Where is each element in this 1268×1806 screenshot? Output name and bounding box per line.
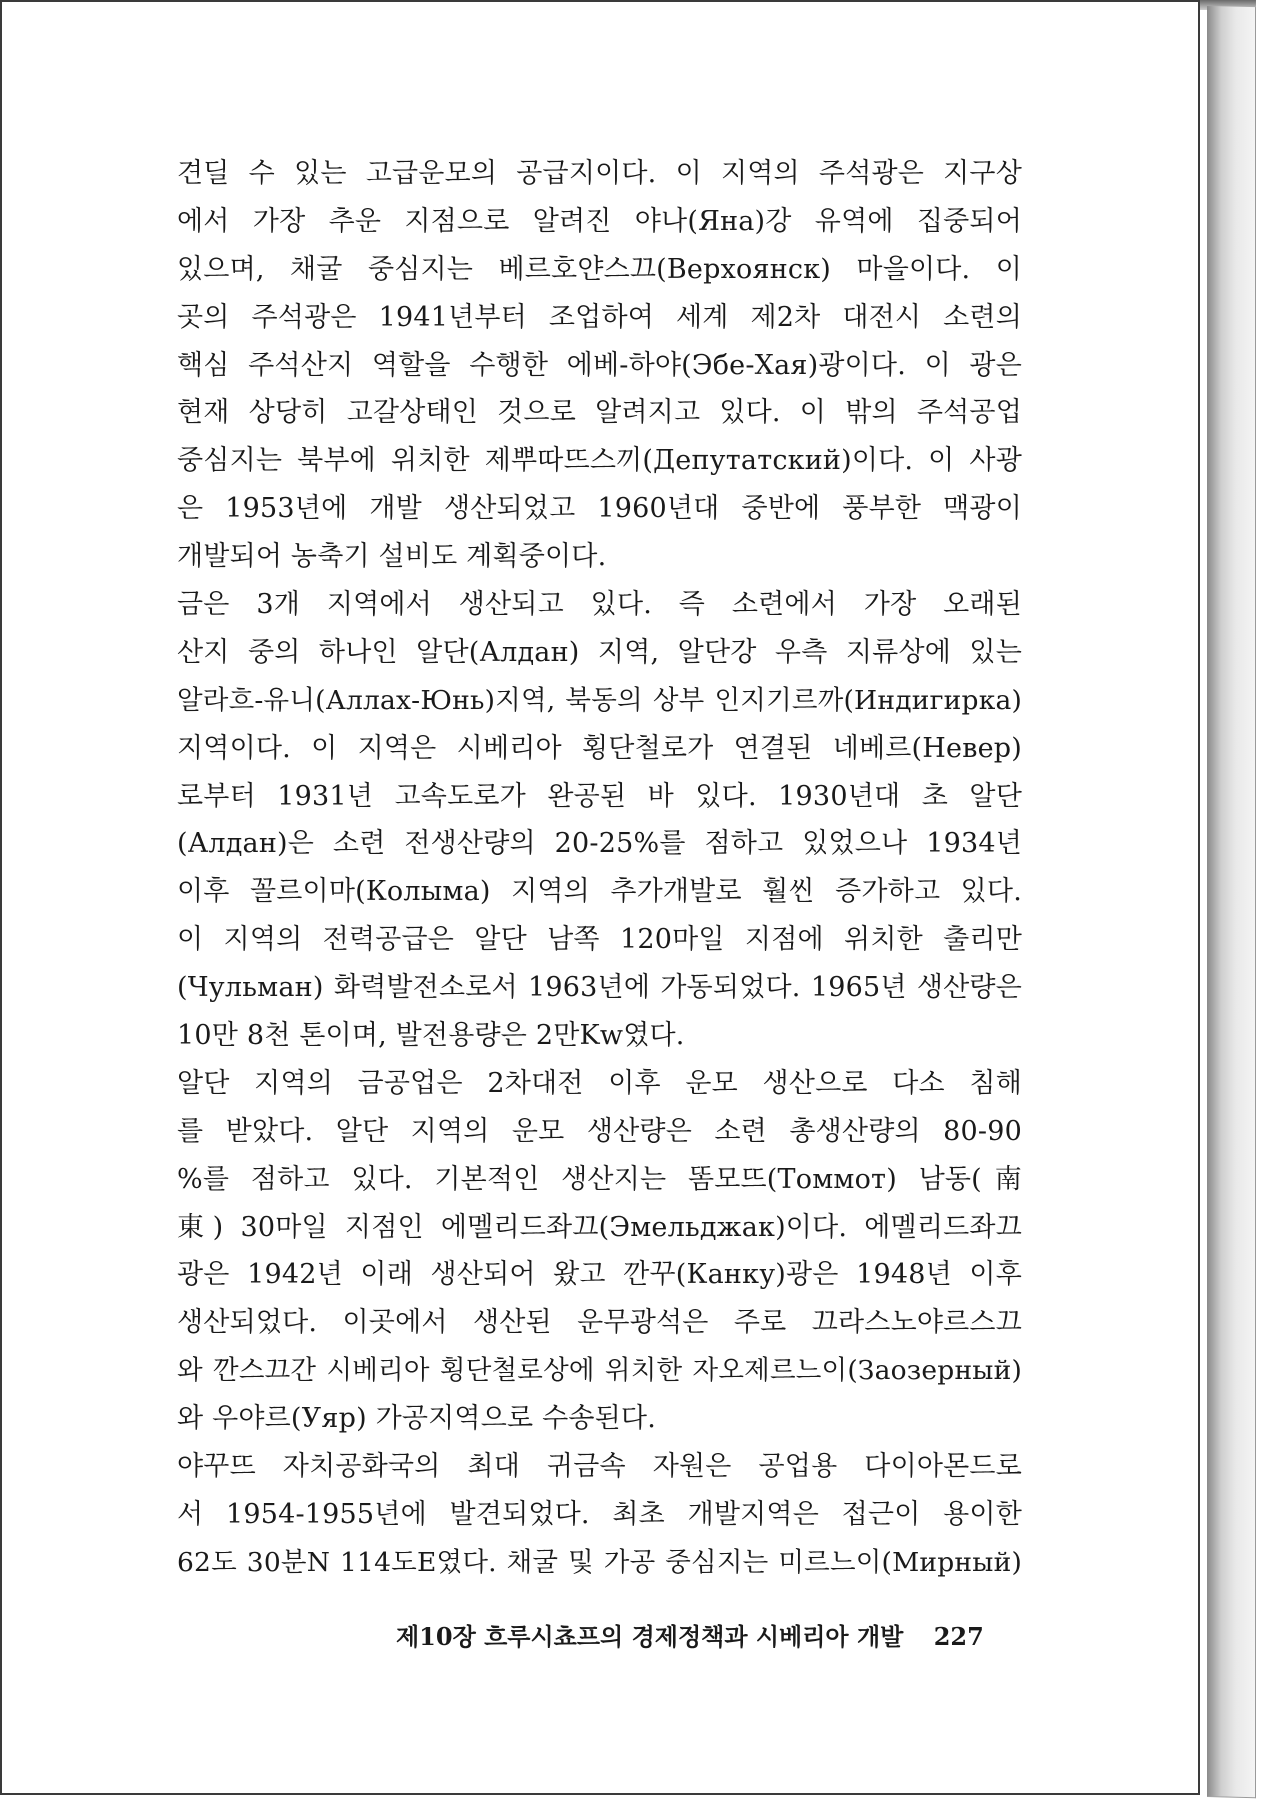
text-line: (Чульман) 화력발전소로서 1963년에 가동되었다. 1965년 생산량은: [177, 972, 1022, 1004]
text-line: 개발되어 농축기 설비도 계획중이다.: [177, 541, 607, 573]
text-line: 東) 30마일 지점인 에멜리드좌끄(Эмельджак)이다. 에멜리드좌끄: [177, 1211, 1022, 1243]
page-number: 227: [933, 1622, 984, 1651]
text-line: 핵심 주석산지 역할을 수행한 에베-하야(Эбе-Хая)광이다. 이 광은: [177, 349, 1022, 381]
text-line: 와 우야르(Уяр) 가공지역으로 수송된다.: [177, 1403, 656, 1435]
text-line: 로부터 1931년 고속도로가 완공된 바 있다. 1930년대 초 알단: [177, 780, 1022, 812]
text-line: 이후 꼴르이마(Колыма) 지역의 추가개발로 훨씬 증가하고 있다.: [177, 876, 1022, 908]
text-line: 견딜 수 있는 고급운모의 공급지이다. 이 지역의 주석광은 지구상: [177, 158, 1022, 189]
text-line: 은 1953년에 개발 생산되었고 1960년대 중반에 풍부한 맥광이: [177, 493, 1022, 525]
text-line: 10만 8천 톤이며, 발전용량은 2만Kw였다.: [177, 1020, 685, 1052]
text-line: 중심지는 북부에 위치한 제뿌따뜨스끼(Депутатский)이다. 이 사광: [177, 445, 1022, 477]
text-line: 광은 1942년 이래 생산되어 왔고 깐꾸(Канку)광은 1948년 이후: [177, 1259, 1022, 1291]
running-chapter-title: 제10장 흐루시쵸프의 경제정책과 시베리아 개발: [396, 1622, 904, 1651]
text-line: 지역이다. 이 지역은 시베리아 횡단철로가 연결된 네베르(Невер): [177, 732, 1022, 764]
text-line: 있으며, 채굴 중심지는 베르호얀스끄(Верхоянск) 마을이다. 이: [177, 253, 1022, 285]
body-text: [177, 150, 1022, 1587]
text-line: 생산되었다. 이곳에서 생산된 운무광석은 주로 끄라스노야르스끄: [177, 1307, 1022, 1339]
text-line: 서 1954-1955년에 발견되었다. 최초 개발지역은 접근이 용이한: [177, 1498, 1022, 1530]
text-line: 를 받았다. 알단 지역의 운모 생산량은 소련 총생산량의 80-90: [177, 1115, 1022, 1147]
text-line: 산지 중의 하나인 알단(Алдан) 지역, 알단강 우측 지류상에 있는: [177, 636, 1022, 668]
page-footer: [396, 1617, 992, 1657]
text-line: 알단 지역의 금공업은 2차대전 이후 운모 생산으로 다소 침해: [177, 1067, 1022, 1099]
text-line: 에서 가장 추운 지점으로 알려진 야나(Яна)강 유역에 집중되어: [177, 205, 1022, 237]
text-line: 야꾸뜨 자치공화국의 최대 귀금속 자원은 공업용 다이아몬드로: [177, 1451, 1022, 1483]
text-line: 알라흐-유니(Аллах-Юнь)지역, 북동의 상부 인지기르까(Индигирка): [177, 684, 1022, 716]
text-line: 금은 3개 지역에서 생산되고 있다. 즉 소련에서 가장 오래된: [177, 589, 1022, 621]
text-line: 곳의 주석광은 1941년부터 조업하여 세계 제2차 대전시 소련의: [177, 301, 1022, 333]
text-line: 62도 30분N 114도E였다. 채굴 및 가공 중심지는 미르느이(Мирный): [177, 1546, 1022, 1578]
text-line: 현재 상당히 고갈상태인 것으로 알려지고 있다. 이 밖의 주석공업: [177, 397, 1022, 429]
page-stack-edge: [1207, 6, 1256, 1798]
text-line: %를 점하고 있다. 기본적인 생산지는 똠모뜨(Томмот) 남동(南: [177, 1163, 1022, 1195]
text-line: (Алдан)은 소련 전생산량의 20-25%를 점하고 있었으나 1934년: [177, 828, 1022, 860]
text-line: 와 깐스끄간 시베리아 횡단철로상에 위치한 자오제르느이(Заозерный): [177, 1355, 1022, 1387]
text-line: 이 지역의 전력공급은 알단 남쪽 120마일 지점에 위치한 출리만: [177, 924, 1022, 956]
